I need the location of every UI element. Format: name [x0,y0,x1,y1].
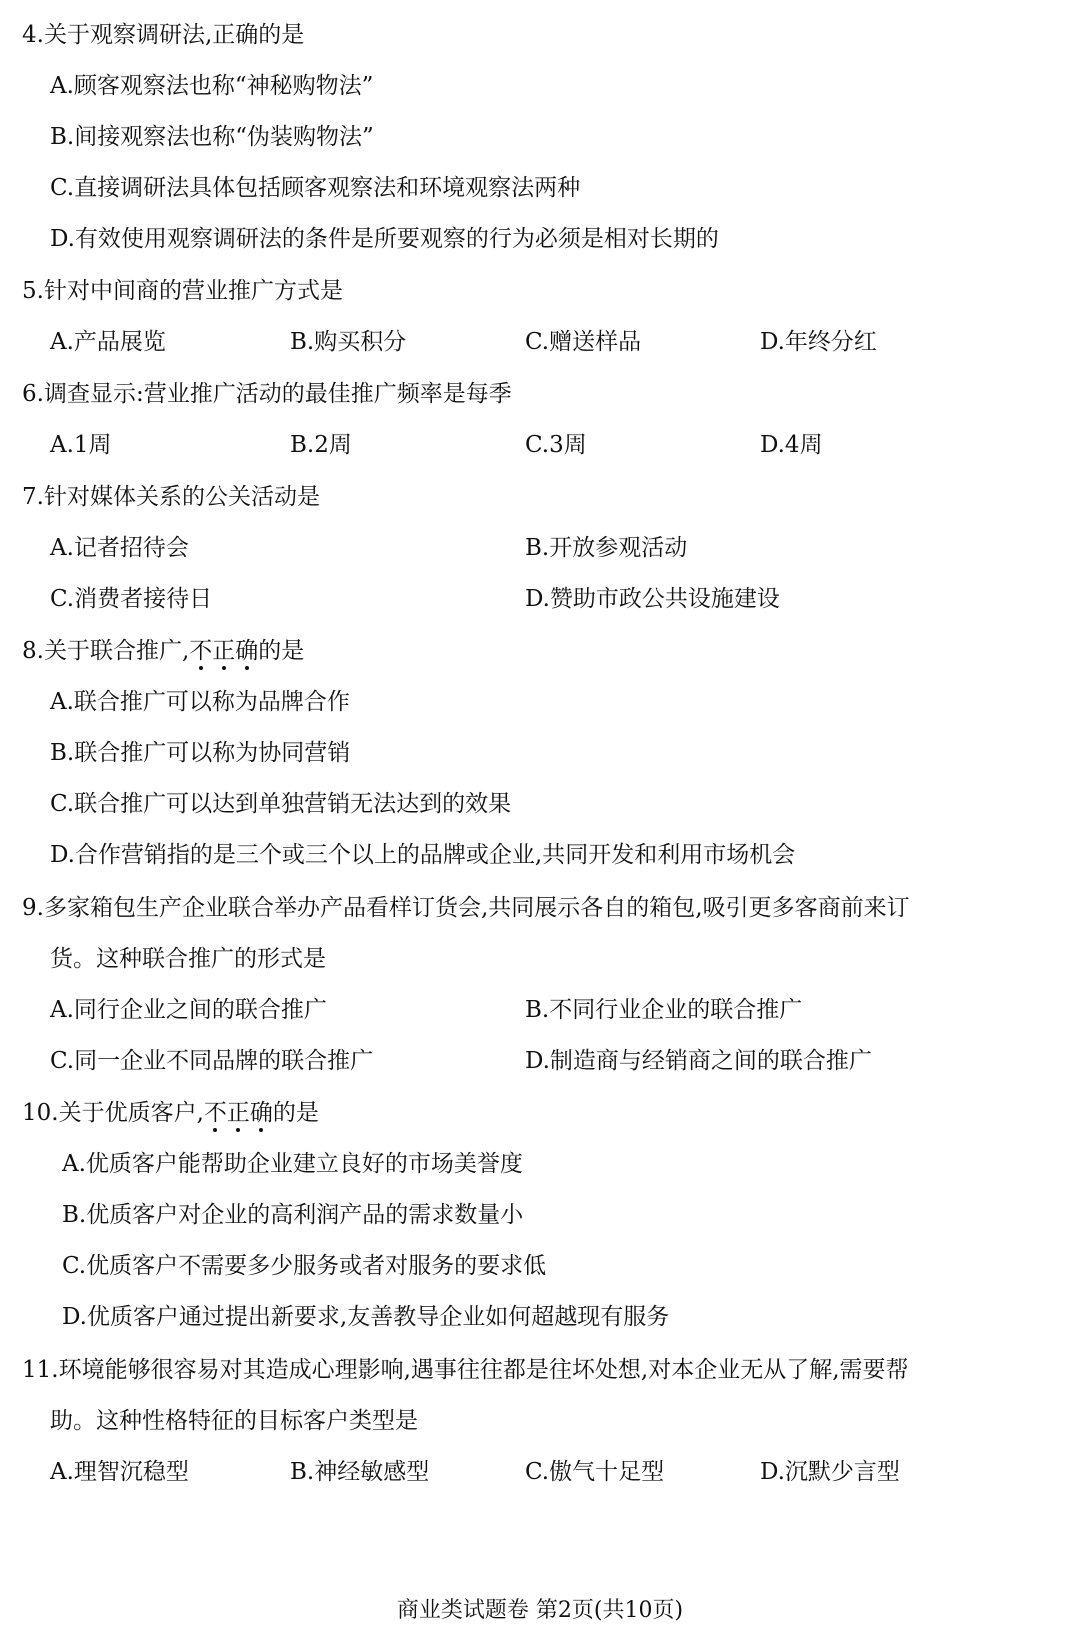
emphasis-char: 确 [235,638,259,664]
question-5-option-c: C.赠送样品 [525,329,642,355]
question-10-stem [22,1098,319,1128]
question-5-option-b: B.购买积分 [290,329,407,355]
question-8-stem-suffix: 的是 [258,638,305,664]
question-8-option-a: A.联合推广可以称为品牌合作 [50,689,350,715]
question-6-stem: 6.调查显示:营业推广活动的最佳推广频率是每季 [22,381,512,407]
question-6-option-a: A.1周 [50,432,112,458]
question-6-option-d: D.4周 [760,432,823,458]
question-4-option-a: A.顾客观察法也称“神秘购物法” [50,73,374,99]
question-5-option-a: A.产品展览 [50,329,166,355]
question-10-option-c: C.优质客户不需要多少服务或者对服务的要求低 [62,1253,547,1279]
question-4-option-d: D.有效使用观察调研法的条件是所要观察的行为必须是相对长期的 [50,226,719,252]
question-8-option-c: C.联合推广可以达到单独营销无法达到的效果 [50,791,512,817]
question-10-option-d: D.优质客户通过提出新要求,友善教导企业如何超越现有服务 [62,1304,670,1330]
question-9-option-d: D.制造商与经销商之间的联合推广 [525,1048,872,1074]
question-8-option-b: B.联合推广可以称为协同营销 [50,740,351,766]
page-footer: 商业类试题卷 第2页(共10页) [396,1598,684,1623]
question-10-option-b: B.优质客户对企业的高利润产品的需求数量小 [62,1202,524,1228]
question-4-stem: 4.关于观察调研法,正确的是 [22,22,305,48]
question-11-option-c: C.傲气十足型 [525,1459,665,1485]
emphasis-char: 不 [203,1100,227,1126]
emphasis-char: 正 [212,638,236,664]
emphasis-char: 确 [249,1100,273,1126]
question-5-stem: 5.针对中间商的营业推广方式是 [22,278,343,304]
question-10-option-a: A.优质客户能帮助企业建立良好的市场美誉度 [62,1151,523,1177]
question-5-option-d: D.年终分红 [760,329,877,355]
question-9-stem-line-2: 货。这种联合推广的形式是 [50,946,326,972]
question-11-stem-line-1: 11.环境能够很容易对其造成心理影响,遇事往往都是往坏处想,对本企业无从了解,需要帮 [22,1357,909,1383]
question-4-option-b: B.间接观察法也称“伪装购物法” [50,124,374,150]
question-4-option-c: C.直接调研法具体包括顾客观察法和环境观察法两种 [50,175,581,201]
question-10-stem-prefix: 10.关于优质客户, [22,1100,204,1126]
question-7-option-b: B.开放参观活动 [525,535,688,561]
question-6-option-c: C.3周 [525,432,587,458]
question-8-stem [22,636,304,666]
question-11-option-a: A.理智沉稳型 [50,1459,189,1485]
question-11-stem-line-2: 助。这种性格特征的目标客户类型是 [50,1408,418,1434]
question-11-option-d: D.沉默少言型 [760,1459,900,1485]
question-9-option-c: C.同一企业不同品牌的联合推广 [50,1048,374,1074]
emphasis-char: 正 [226,1100,250,1126]
question-6-option-b: B.2周 [290,432,352,458]
question-8-stem-prefix: 8.关于联合推广, [22,638,190,664]
question-9-option-b: B.不同行业企业的联合推广 [525,997,803,1023]
question-9-option-a: A.同行企业之间的联合推广 [50,997,327,1023]
question-9-stem-line-1: 9.多家箱包生产企业联合举办产品看样订货会,共同展示各自的箱包,吸引更多客商前来订 [22,895,910,921]
question-8-option-d: D.合作营销指的是三个或三个以上的品牌或企业,共同开发和利用市场机会 [50,842,796,868]
question-7-option-c: C.消费者接待日 [50,586,213,612]
question-7-option-d: D.赞助市政公共设施建设 [525,586,780,612]
question-7-option-a: A.记者招待会 [50,535,189,561]
question-10-stem-suffix: 的是 [272,1100,319,1126]
question-11-option-b: B.神经敏感型 [290,1459,430,1485]
question-7-stem: 7.针对媒体关系的公关活动是 [22,484,320,510]
emphasis-char: 不 [189,638,213,664]
